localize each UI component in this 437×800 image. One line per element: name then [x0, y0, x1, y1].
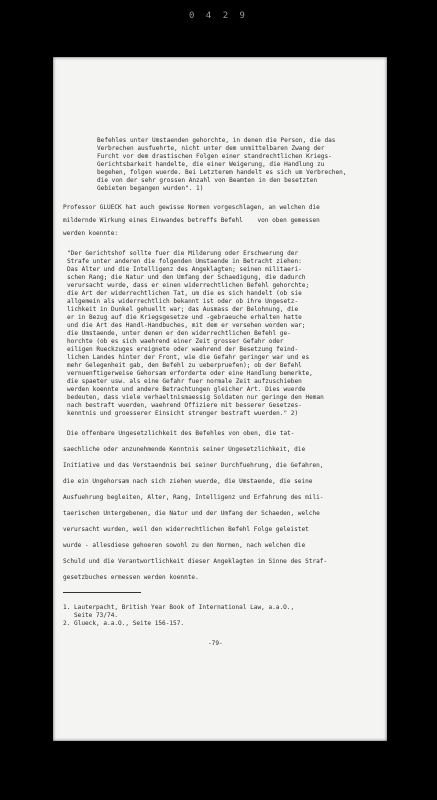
block1-line: Befehles unter Umstaenden gehorchte, in denen die Person, die das [97, 137, 336, 144]
quote-line: nach bestraft wuerden, waehrend Offiziere mit besserer Gesetzes- [67, 402, 302, 409]
para3-line: Initiative und das Verstaendnis bei seiner Durchfuehrung, die Gefahren, [63, 462, 324, 469]
quote-line: Das Alter und die Intelligenz des Angeklagten; seinen militaeri- [67, 266, 302, 273]
block1-line: Furcht vor dem drastischen Folgen einer standrechtlichen Kriegs- [97, 153, 332, 160]
para3-line: Ausfuehrung begleiten, Alter, Rang, Intelligenz und Erfahrung des mili- [63, 494, 324, 501]
para2-line: mildernde Wirkung eines Einwandes betreffs Befehl von oben gemessen [63, 217, 320, 224]
footnote-separator [63, 592, 141, 593]
footnote-line: 1. Lauterpacht, British Year Book of International Law, a.a.O., [63, 604, 295, 611]
quote-line: allgemein als widerrechtlich bekannt ist oder ob ihre Ungesetz- [67, 298, 299, 305]
block1-line: Gerichtsbarkeit handelte, die einer Weigerung, die Handlung zu [97, 161, 325, 168]
footnote-line: 2. Glueck, a.a.O., Seite 156-157. [63, 620, 185, 627]
para2-line: Professor GLUECK hat auch gewisse Normen vorgeschlagen, an welchen die [63, 204, 320, 211]
para3-line: Schuld und die Verantwortlichkeit dieser Angeklagten im Sinne des Straf- [63, 558, 328, 565]
para3-line: wurde - allesdiese gehoeren sowohl zu den Normen, nach welchen die [63, 542, 306, 549]
para3-line: saechliche oder anzunehmende Kenntnis seiner Ungesetzlichkeit, die [63, 446, 306, 453]
quote-line: die spaeter usw. als eine Gefahr fuer normale Zeit aufzuschieben [67, 378, 302, 385]
quote-line: "Der Gerichtshof sollte fuer die Milderung oder Erschwerung der [67, 250, 299, 257]
block1-line: die von der sehr grossen Anzahl von Beamten in den besetzten [97, 177, 318, 184]
para3-line: taerischen Untergebenen, die Natur und der Umfang der Schaeden, welche [63, 510, 320, 517]
footnote-line: Seite 73/74. [63, 612, 119, 619]
quote-line: bedeuten, dass viele verhaeltnismaessig Soldaten nur geringe den Heman [67, 394, 324, 401]
document-page [53, 57, 387, 741]
para3-line: die ein Ungehorsam nach sich ziehen wuerde, die Umstaende, die seine [63, 478, 313, 485]
quote-line: Strafe unter anderen die folgenden Umstaende in Betracht ziehen: [67, 258, 302, 265]
quote-line: mehr Gelegenheit gab, den Befehl zu ueberpruefen); ob der Befehl [67, 362, 302, 369]
quote-line: und die Art des Handl-Handbuches, mit dem er versehen worden war; [67, 322, 306, 329]
para3-line: Die offenbare Ungesetzlichkeit des Befehles von oben, die tat- [67, 430, 295, 437]
block1-line: Verbrechen ausfuehrte, nicht unter dem unmittelbaren Zwang der [97, 145, 325, 152]
quote-line: werden koennte und andere Betrachtungen gleicher Art. Dies wuerde [67, 386, 306, 393]
quote-line: vernuenftigerweise Gehorsam erforderte oder eine Handlung bemerkte, [67, 370, 313, 377]
para3-line: gesetzbuches ermessen werden koennte. [63, 574, 199, 581]
page-number: -79- [208, 640, 223, 647]
quote-line: schen Rang; die Natur und den Umfang der Schaedigung, die dadurch [67, 274, 306, 281]
para3-line: verursacht wurden, weil den widerrechtlichen Befehl Folge geleistet [63, 526, 309, 533]
quote-line: lichen Landes hinter der Front, wie die Gefahr geringer war und es [67, 354, 310, 361]
quote-line: kenntnis und groesserer Einsicht strenger bestraft wuerden." 2) [67, 410, 299, 417]
microfilm-frame-number: 0 4 2 9 [189, 11, 248, 21]
quote-line: die Umstaende, unter denen er den widerrechtlichen Befehl ge- [67, 330, 291, 337]
quote-line: die Art der widerrechtlichen Tat, um die es sich handelt (ob sie [67, 290, 302, 297]
quote-line: horchte (ob es sich waehrend einer Zeit grosser Gefahr oder [67, 338, 284, 345]
quote-line: eiligen Rueckzuges ereignete oder waehrend der Besetzung feind- [67, 346, 299, 353]
para2-line: werden koennte: [63, 230, 119, 237]
quote-line: lichkeit in Dunkel gehuellt war; das Ausmass der Belohnung, die [67, 306, 299, 313]
block1-line: Gebieten begangen wurden". 1) [97, 185, 204, 192]
quote-line: verursacht wurde, dass er einen widerrechtlichen Befehl gehorchte; [67, 282, 310, 289]
block1-line: begehen, folgen wuerde. Bei Letzterem handelt es sich um Verbrechen, [97, 169, 347, 176]
quote-line: er in Bezug auf die Kriegsgesetze und -gebraeuche erhalten hatte [67, 314, 302, 321]
